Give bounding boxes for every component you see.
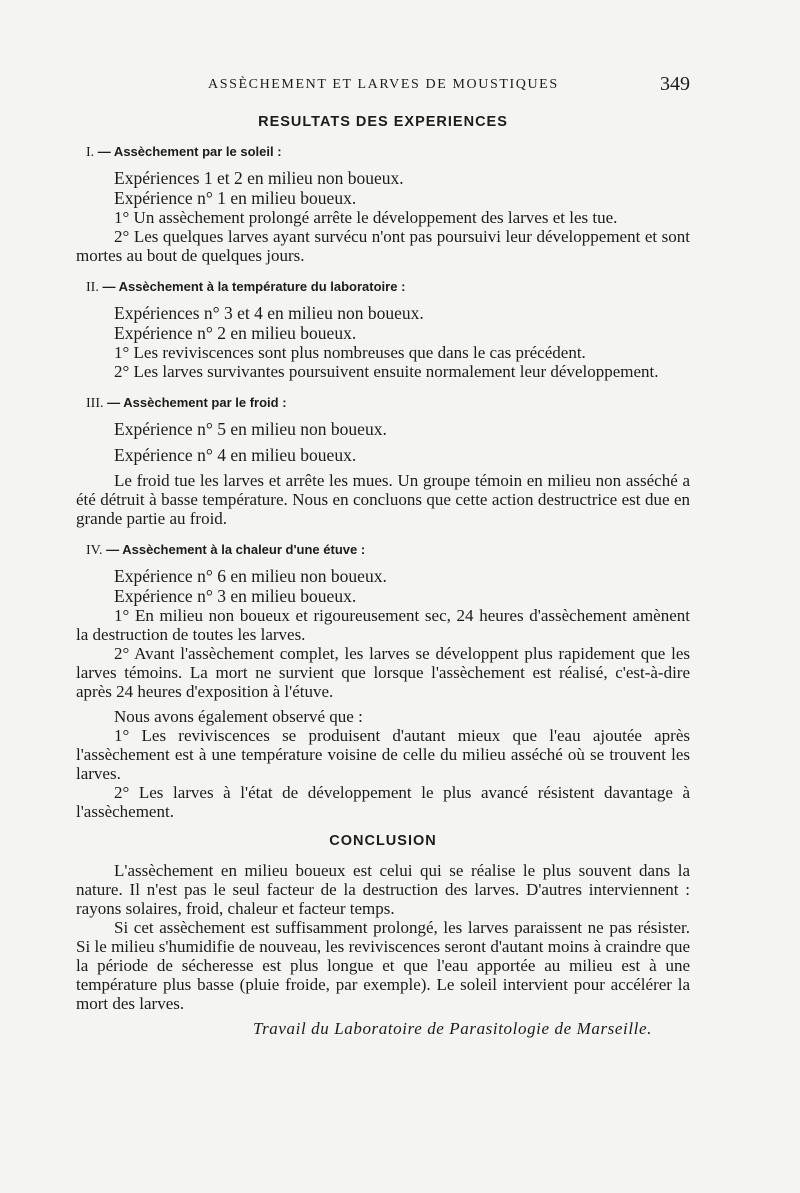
paragraph: Nous avons également observé que :: [114, 707, 363, 726]
paragraph: 2° Les quelques larves ayant survécu n'ont pas poursuivi leur développement et sont mortes au bout de quelques jours.: [76, 227, 690, 265]
section-title: — Assèchement par le soleil :: [97, 144, 282, 159]
experiment-line: Expérience n° 2 en milieu boueux.: [114, 322, 357, 343]
experiment-line: Expérience n° 5 en milieu non boueux.: [114, 419, 387, 439]
paragraph: 1° En milieu non boueux et rigoureusement sec, 24 heures d'assèchement amènent la destruction de toutes les larves.: [76, 606, 690, 644]
laboratory-signature: Travail du Laboratoire de Parasitologie de Marseille.: [252, 1019, 652, 1038]
paragraph: 1° Les reviviscences se produisent d'autant mieux que l'eau ajoutée après l'assèchement est à une température voisine de celle du milieu asséché où se trouvent les larves.: [76, 726, 690, 783]
page-number: 349: [660, 73, 690, 95]
paragraph: Le froid tue les larves et arrête les mues. Un groupe témoin en milieu non asséché a été détruit à basse température. Nous en concluons que cette action destructrice est due en grande partie au froid.: [76, 471, 690, 528]
conclusion-title: CONCLUSION: [329, 833, 437, 849]
page-header: [0, 73, 800, 99]
section-number: I.: [86, 145, 95, 160]
section-heading: [86, 279, 690, 296]
section-number: II.: [86, 280, 99, 295]
experiment-line: Expérience n° 3 en milieu boueux.: [114, 585, 357, 606]
paragraph: 1° Les reviviscences sont plus nombreuses que dans le cas précédent.: [114, 343, 586, 362]
experiment-line: Expérience n° 6 en milieu non boueux.: [114, 566, 387, 586]
section-title: — Assèchement à la température du laboratoire :: [102, 279, 406, 294]
page-body: [76, 108, 690, 1039]
section-number: IV.: [86, 543, 103, 558]
section-number: III.: [86, 396, 104, 411]
experiment-line: Expériences n° 3 et 4 en milieu non boueux.: [114, 303, 424, 323]
paragraph: 2° Avant l'assèchement complet, les larves se développent plus rapidement que les larves témoins. La mort ne survient que lorsque l'assèchement est réalisé, c'est-à-dire après 24 heures d'exposition à l'étuve.: [76, 644, 690, 701]
section-heading: [86, 542, 690, 559]
paragraph: 2° Les larves survivantes poursuivent ensuite normalement leur développement.: [114, 362, 659, 381]
results-title: RESULTATS DES EXPERIENCES: [258, 114, 508, 130]
paragraph: Si cet assèchement est suffisamment prolongé, les larves paraissent ne pas résister. Si le milieu s'humidifie de nouveau, les reviviscences seront d'autant moins à craindre que la période de sécheresse est plus longue et que l'eau apportée au milieu est à une température plus basse (pluie froide, par exemple). Le soleil intervient pour accélérer la mort des larves.: [76, 918, 690, 1013]
section-heading: [86, 144, 690, 161]
paragraph: 1° Un assèchement prolongé arrête le développement des larves et les tue.: [114, 208, 618, 227]
paragraph: 2° Les larves à l'état de développement le plus avancé résistent davantage à l'assèchement.: [76, 783, 690, 821]
experiment-line: Expériences 1 et 2 en milieu non boueux.: [114, 168, 404, 188]
section-title: — Assèchement par le froid :: [107, 395, 287, 410]
experiment-line: Expérience n° 4 en milieu boueux.: [114, 444, 357, 465]
section-title: — Assèchement à la chaleur d'une étuve :: [106, 542, 366, 557]
running-title: ASSÈCHEMENT ET LARVES DE MOUSTIQUES: [208, 77, 559, 92]
experiment-line: Expérience n° 1 en milieu boueux.: [114, 187, 357, 208]
section-heading: [86, 395, 690, 412]
paragraph: L'assèchement en milieu boueux est celui qui se réalise le plus souvent dans la nature. Il n'est pas le seul facteur de la destruction des larves. D'autres interviennent : rayons solaires, froid, chaleur et facteur temps.: [76, 861, 690, 918]
